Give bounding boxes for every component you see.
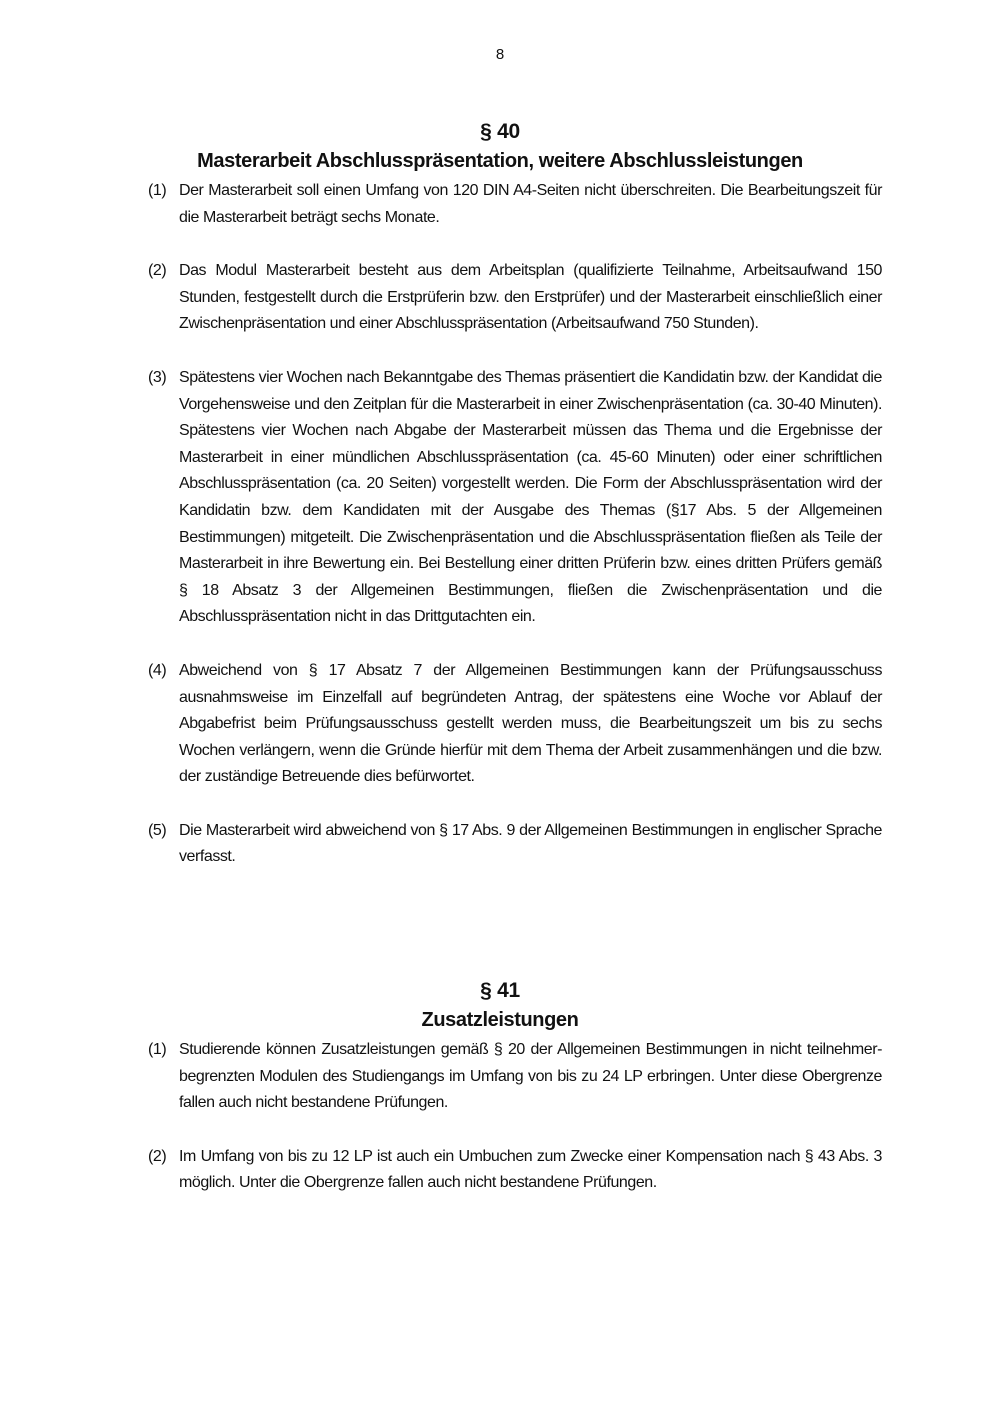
section-number: § 40 — [480, 120, 520, 143]
paragraph-text: Studierende können Zusatzleistungen gemäß § 20 der Allgemeinen Bestimmungen in nicht teilnehmer-begrenzten Modulen des Studiengangs im Umfang von bis zu 24 LP erbringen. Unter diese Obergrenze fallen auch nicht bestandene Prüfungen. — [179, 1041, 882, 1112]
paragraph-5 — [148, 818, 882, 871]
paragraph-1 — [148, 178, 882, 231]
paragraph-2 — [148, 258, 882, 338]
paragraph-number: (5) — [148, 821, 167, 839]
paragraph-number: (2) — [148, 262, 167, 280]
paragraph-number: (2) — [148, 1147, 167, 1165]
section-title: Zusatzleistungen — [421, 1009, 579, 1031]
paragraph-text: Die Masterarbeit wird abweichend von § 17 Abs. 9 der Allgemeinen Bestimmungen in englischer Sprache verfasst. — [179, 821, 882, 866]
paragraph-number: (4) — [148, 661, 167, 679]
section-number: § 41 — [480, 979, 520, 1002]
page-number: 8 — [495, 46, 505, 63]
section-title: Masterarbeit Abschlusspräsentation, weitere Abschlussleistungen — [197, 150, 803, 172]
section-40 — [0, 118, 1000, 871]
paragraph-text: Spätestens vier Wochen nach Bekanntgabe des Themas präsentiert die Kandidatin bzw. der Kandidat die Vorgehensweise und den Zeitplan für die Masterarbeit in einer Zwischenpräsentation (ca. 30-40 Minuten). Spätestens vier Wochen nach Abgabe der Masterarbeit müssen das Thema und die Ergebnisse der Masterarbeit in einer mündlichen Abschlusspräsentation (ca. 45-60 Minuten) oder einer schriftlichen Abschlusspräsentation (ca. 20 Seiten) vorgestellt werden. Die Form der Abschlusspräsentation wird der Kandidatin bzw. dem Kandidaten mit der Ausgabe des Themas (§17 Abs. 5 der Allgemeinen Bestimmungen) mitgeteilt. Die Zwischenpräsentation und die Abschlusspräsentation fließen als Teile der Masterarbeit in ihre Bewertung ein. Bei Bestellung einer dritten Prüferin bzw. eines dritten Prüfers gemäß § 18 Absatz 3 der Allgemeinen Bestimmungen, fließen die Zwischenpräsentation und die Abschlusspräsentation nicht in das Drittgutachten ein. — [179, 368, 882, 626]
paragraph-text: Das Modul Masterarbeit besteht aus dem Arbeitsplan (qualifizierte Teilnahme, Arbeitsaufwand 150 Stunden, festgestellt durch die Erstprüferin bzw. den Erstprüfer) und der Masterarbeit einschließlich einer Zwischenpräsentation und einer Abschlusspräsentation (Arbeitsaufwand 750 Stunden). — [179, 262, 882, 333]
paragraph-1 — [148, 1037, 882, 1117]
paragraph-number: (1) — [148, 1041, 167, 1058]
paragraph-text: Im Umfang von bis zu 12 LP ist auch ein Umbuchen zum Zwecke einer Kompensation nach § 43 Abs. 3 möglich. Unter die Obergrenze fallen auch nicht bestandene Prüfungen. — [179, 1147, 882, 1192]
paragraph-number: (3) — [148, 368, 167, 386]
paragraph-number: (1) — [148, 182, 167, 199]
section-41 — [0, 977, 1000, 1197]
paragraph-text: Der Masterarbeit soll einen Umfang von 120 DIN A4-Seiten nicht überschreiten. Die Bearbeitungszeit für die Masterarbeit beträgt sechs Monate. — [179, 182, 882, 226]
paragraph-2 — [148, 1144, 882, 1197]
paragraph-3 — [148, 365, 882, 631]
paragraph-text: Abweichend von § 17 Absatz 7 der Allgemeinen Bestimmungen kann der Prüfungsausschuss ausnahmsweise im Einzelfall auf begründeten Antrag, der spätestens eine Woche vor Ablauf der Abgabefrist beim Prüfungsausschuss gestellt werden muss, die Bearbeitungszeit um bis zu sechs Wochen verlängern, wenn die Gründe hierfür mit dem Thema der Arbeit zusammenhängen und die bzw. der zuständige Betreuende dies befürwortet. — [179, 661, 882, 786]
paragraph-4 — [148, 658, 882, 791]
